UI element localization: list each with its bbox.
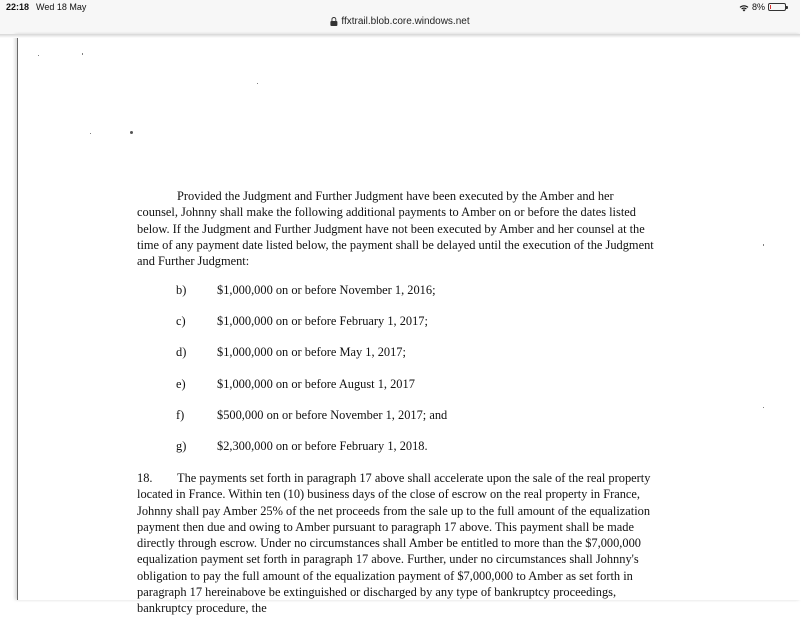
status-time: 22:18 <box>6 2 30 12</box>
payment-item-letter: f) <box>176 407 185 422</box>
battery-icon <box>768 3 786 11</box>
status-indicators <box>739 2 786 12</box>
paragraph-18-number: 18. <box>137 471 153 485</box>
paragraph-18-text: The payments set forth in paragraph 17 above shall accelerate upon the sale of the real property located in France. Within ten (10) business days of the close of escrow on the real property in France, Johnny shall pay Amber 25% of the net proceeds from the sale up to the full amount of the equalization payment then due and owing to Amber pursuant to paragraph 17 above. This payment shall be made directly through escrow. Under no circumstances shall Amber be entitled to more than the $7,000,000 equalization payment set forth in paragraph 17 above. Further, under no circumstances shall Johnny's obligation to pay the full amount of the equalization payment of $7,000,000 to Amber as set forth in paragraph 17 hereinabove be extinguished or discharged by any type of bankruptcy proceedings, bankruptcy procedure, the <box>137 471 651 616</box>
payment-item-letter: c) <box>176 314 186 329</box>
page-top-shadow <box>0 34 800 38</box>
battery-level-fill <box>770 5 771 9</box>
scan-speck <box>763 407 764 408</box>
status-bar <box>0 0 800 14</box>
wifi-icon <box>739 3 749 12</box>
payment-item-letter: g) <box>176 439 187 453</box>
payment-item-text: $1,000,000 on or before May 1, 2017; <box>217 345 406 360</box>
url-text[interactable]: ffxtrail.blob.core.windows.net <box>341 16 470 27</box>
browser-address-bar[interactable] <box>0 14 800 35</box>
payment-item-letter: e) <box>176 376 186 391</box>
payment-item-text: $1,000,000 on or before November 1, 2016; <box>217 283 436 297</box>
paragraph-17-intro: Provided the Judgment and Further Judgment have been executed by the Amber and her counsel, Johnny shall make the following additional payments to Amber on or before the dates listed below. If the Judgment and Further Judgment have not been executed by Amber and her counsel at the time of any payment date listed below, the payment shall be delayed until the execution of the Judgment and Further Judgment: <box>137 189 654 269</box>
payment-item-text: $2,300,000 on or before February 1, 2018. <box>217 439 428 453</box>
payment-item-letter: d) <box>176 345 187 360</box>
payment-item-text: $500,000 on or before November 1, 2017; and <box>217 407 448 422</box>
status-date: Wed 18 May <box>36 2 87 12</box>
payment-item-text: $1,000,000 on or before February 1, 2017; <box>217 314 428 329</box>
scan-speck <box>82 53 83 55</box>
url-display[interactable] <box>330 16 469 27</box>
paragraph-18 <box>137 470 657 617</box>
scan-speck <box>257 83 258 84</box>
scan-speck <box>763 244 764 246</box>
scan-speck <box>38 55 39 56</box>
scan-speck <box>130 131 133 134</box>
payment-item-letter: b) <box>176 283 187 297</box>
lock-icon <box>330 17 337 26</box>
payment-item-text: $1,000,000 on or before August 1, 2017 <box>217 376 415 391</box>
battery-percent: 8% <box>751 2 765 12</box>
scan-speck <box>90 133 91 134</box>
